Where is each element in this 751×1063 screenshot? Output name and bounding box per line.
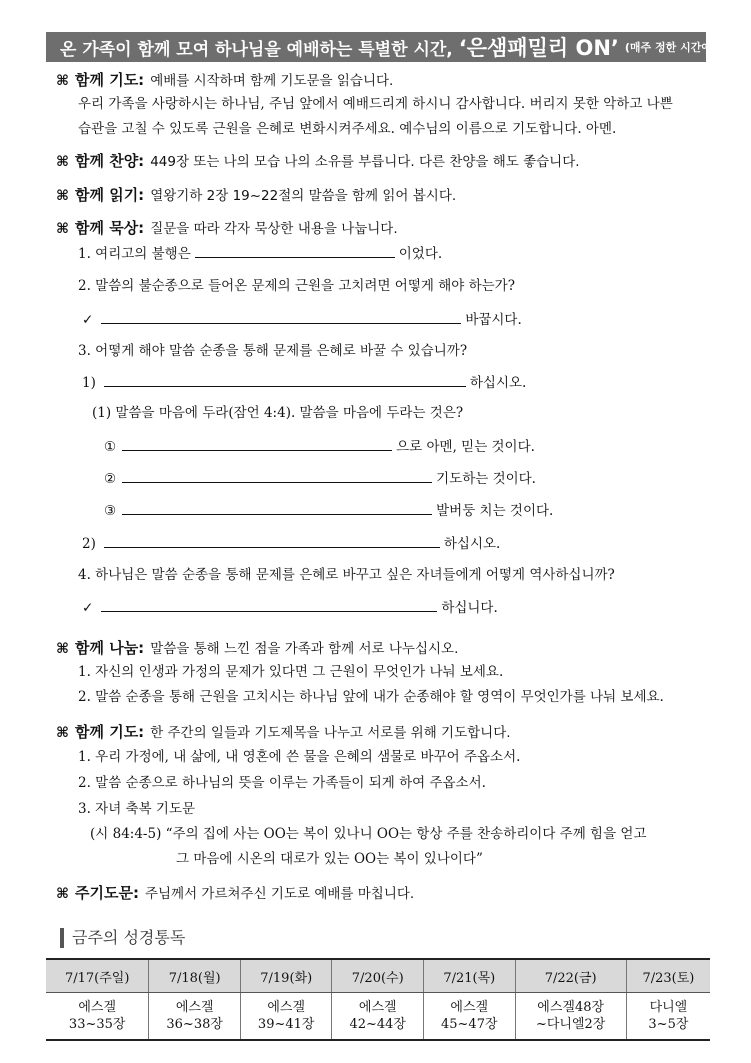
reading-book: 에스겔 (358, 1000, 397, 1015)
answer-3-2 (82, 533, 500, 553)
reading-cell (515, 993, 626, 1041)
banner-title: 온 가족이 함께 모여 하나님을 예배하는 특별한 시간, (60, 39, 453, 60)
banner-subtitle: (매주 정한 시간에) (624, 41, 717, 54)
question-3-sub: (1) 말씀을 마음에 두라(잠언 4:4). 말씀을 마음에 두라는 것은? (92, 405, 464, 421)
lords-prayer-heading (56, 884, 414, 903)
answer-circle-2 (104, 468, 536, 488)
reading-chapters: 39~41장 (257, 1017, 315, 1032)
answer-4 (82, 597, 498, 617)
answer-circle-3 (104, 500, 553, 520)
reading-chapters: 36~38장 (166, 1017, 223, 1032)
blessing-verse-line2: 그 마음에 시온의 대로가 있는 OO는 복이 있나이다” (176, 851, 483, 867)
circle-1-suffix: 으로 아멘, 믿는 것이다. (396, 439, 535, 455)
answer-4-blank[interactable] (101, 597, 437, 612)
circle-3-suffix: 발버둥 치는 것이다. (436, 503, 554, 519)
reading-cell (424, 993, 516, 1041)
prayer1-line2: 습관을 고칠 수 있도록 근원을 은혜로 변화시켜주세요. 예수님의 이름으로 기도합니다. 아멘. (78, 121, 617, 137)
question-4: 4. 하나님은 말씀 순종을 통해 문제를 은혜로 바꾸고 싶은 자녀들에게 어떻게 역사하십니까? (78, 567, 615, 583)
answer-4-suffix: 하십니다. (441, 600, 498, 616)
answer-circle-1 (104, 436, 535, 456)
praise-label: 함께 찬양: (75, 152, 145, 170)
date-cell: 7/20(수) (332, 959, 424, 993)
reading-plan-table (46, 958, 710, 1041)
prayer1-line1: 우리 가족을 사랑하시는 하나님, 주님 앞에서 예배드리게 하시니 감사합니다. 버리지 못한 악하고 나쁜 (78, 96, 673, 112)
sharing-item-1: 1. 자신의 인생과 가정의 문제가 있다면 그 근원이 무엇인가 나눠 보세요. (78, 664, 504, 680)
reading-plan-row (46, 993, 710, 1041)
sharing-desc: 말씀을 통해 느낀 점을 가족과 함께 서로 나누십시오. (150, 641, 459, 657)
lords-prayer-label: 주기도문: (75, 884, 139, 902)
reading-chapters: 42~44장 (349, 1017, 406, 1032)
prayer2-label: 함께 기도: (75, 723, 145, 741)
reading-chapters: 33~35장 (68, 1017, 126, 1032)
circle-3-marker: ③ (104, 503, 117, 519)
reading-chapters: 45~47장 (440, 1017, 498, 1032)
reading-cell (626, 993, 710, 1041)
circle-1-marker: ① (104, 439, 117, 455)
date-cell: 7/21(목) (424, 959, 516, 993)
prayer2-desc: 한 주간의 일들과 기도제목을 나누고 서로를 위해 기도합니다. (150, 725, 511, 741)
reading-cell (332, 993, 424, 1041)
answer-2-suffix: 바꿉시다. (465, 312, 522, 328)
banner-brand: ‘은샘패밀리 ON’ (458, 36, 619, 60)
question-1-blank[interactable] (195, 243, 395, 258)
answer-3-1-num: 1) (82, 375, 96, 391)
meditation-heading (56, 219, 398, 238)
reading-plan-title: 금주의 성경통독 (60, 928, 185, 948)
check-icon: ✓ (82, 312, 94, 328)
answer-3-1 (82, 372, 526, 392)
command-icon: ⌘ (56, 73, 69, 89)
reading-plan-header-row (46, 959, 710, 993)
answer-2-blank[interactable] (101, 309, 461, 324)
reading-chapters: 3~5장 (648, 1017, 689, 1032)
prayer2-item-1: 1. 우리 가정에, 내 삶에, 내 영혼에 쓴 물을 은혜의 샘물로 바꾸어 주옵소서. (78, 749, 521, 765)
meditation-label: 함께 묵상: (75, 219, 145, 237)
header-banner (46, 32, 717, 62)
reading-label: 함께 읽기: (75, 186, 145, 204)
circle-1-blank[interactable] (122, 436, 392, 451)
command-icon: ⌘ (56, 641, 69, 657)
question-1-text: 1. 여리고의 불행은 (78, 246, 191, 262)
reading-heading (56, 186, 456, 205)
reading-book: 다니엘 (649, 1000, 688, 1015)
question-2: 2. 말씀의 불순종으로 들어온 문제의 근원을 고치려면 어떻게 해야 하는가? (78, 278, 515, 294)
reading-chapters: ~다니엘2장 (535, 1017, 606, 1032)
reading-cell (46, 993, 149, 1041)
prayer1-label: 함께 기도: (75, 71, 145, 89)
sharing-item-2: 2. 말씀 순종을 통해 근원을 고치시는 하나님 앞에 내가 순종해야 할 영역이 무엇인가를 나눠 보세요. (78, 689, 664, 705)
answer-2 (82, 309, 522, 329)
reading-cell (149, 993, 241, 1041)
prayer1-desc: 예배를 시작하며 함께 기도문을 읽습니다. (150, 73, 394, 89)
answer-3-2-suffix: 하십시오. (443, 536, 501, 552)
prayer1-heading (56, 71, 393, 90)
command-icon: ⌘ (56, 221, 69, 237)
sharing-label: 함께 나눔: (75, 639, 145, 657)
reading-book: 에스겔48장 (537, 1000, 605, 1015)
sharing-heading (56, 639, 458, 658)
date-cell: 7/23(토) (626, 959, 710, 993)
question-3: 3. 어떻게 해야 말씀 순종을 통해 문제를 은혜로 바꿀 수 있습니까? (78, 343, 468, 359)
command-icon: ⌘ (56, 188, 69, 204)
answer-3-1-suffix: 하십시오. (469, 375, 527, 391)
prayer2-item-2: 2. 말씀 순종으로 하나님의 뜻을 이루는 가족들이 되게 하여 주옵소서. (78, 775, 486, 791)
answer-3-2-num: 2) (82, 536, 96, 552)
question-1-suffix: 이었다. (398, 246, 443, 262)
answer-3-2-blank[interactable] (104, 533, 440, 548)
circle-3-blank[interactable] (122, 500, 432, 515)
reading-cell (240, 993, 332, 1041)
date-cell: 7/18(월) (149, 959, 241, 993)
blessing-verse-line1: (시 84:4-5) “주의 집에 사는 OO는 복이 있나니 OO는 항상 주를 찬송하리이다 주께 힘을 얻고 (90, 826, 647, 842)
meditation-desc: 질문을 따라 각자 묵상한 내용을 나눕니다. (150, 221, 398, 237)
reading-book: 에스겔 (175, 1000, 214, 1015)
praise-heading (56, 152, 580, 171)
reading-book: 에스겔 (267, 1000, 306, 1015)
circle-2-marker: ② (104, 471, 117, 487)
prayer2-heading (56, 723, 511, 742)
command-icon: ⌘ (56, 154, 69, 170)
date-cell: 7/17(주일) (46, 959, 149, 993)
praise-desc: 449장 또는 나의 모습 나의 소유를 부릅니다. 다른 찬양을 해도 좋습니다. (150, 154, 580, 170)
command-icon: ⌘ (56, 725, 69, 741)
lords-prayer-desc: 주님께서 가르쳐주신 기도로 예배를 마칩니다. (144, 886, 415, 902)
answer-3-1-blank[interactable] (104, 372, 466, 387)
command-icon: ⌘ (56, 886, 69, 902)
prayer2-item-3: 3. 자녀 축복 기도문 (78, 801, 196, 817)
date-cell: 7/22(금) (515, 959, 626, 993)
circle-2-blank[interactable] (122, 468, 432, 483)
circle-2-suffix: 기도하는 것이다. (436, 471, 536, 487)
reading-book: 에스겔 (450, 1000, 489, 1015)
reading-desc: 열왕기하 2장 19~22절의 말씀을 함께 읽어 봅시다. (150, 188, 457, 204)
check-icon: ✓ (82, 600, 94, 616)
question-1 (78, 243, 442, 263)
date-cell: 7/19(화) (240, 959, 332, 993)
reading-book: 에스겔 (78, 1000, 117, 1015)
